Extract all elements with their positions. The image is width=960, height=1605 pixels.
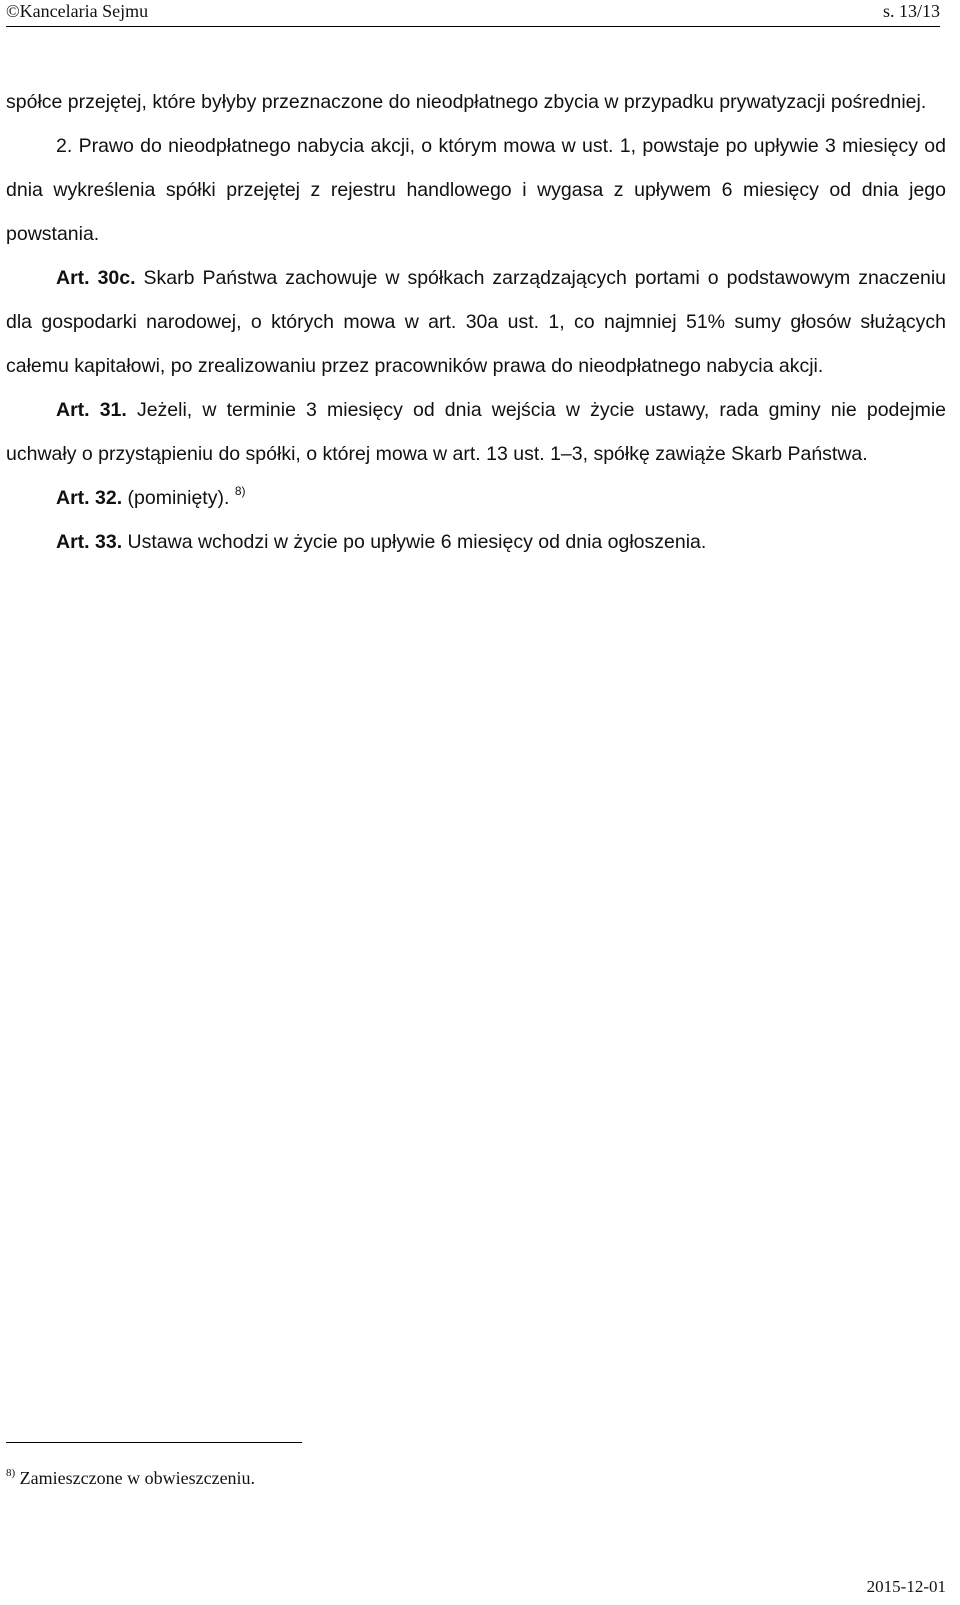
paragraph-ust-2: 2. Prawo do nieodpłatnego nabycia akcji, o którym mowa w ust. 1, powstaje po upływie 3 miesięcy od dnia wykreślenia spółki przejętej z rejestru handlowego i wygasa z upływem 6 miesięcy od dnia jego powstania. — [6, 135, 946, 245]
article-31 — [6, 388, 946, 476]
footnote-reference[interactable]: 8) — [234, 484, 246, 498]
header-copyright: ©Kancelaria Sejmu — [6, 1, 149, 21]
footnote-text: Zamieszczone w obwieszczeniu. — [15, 1468, 256, 1488]
article-30c — [6, 256, 946, 388]
article-32-text: (pominięty). — [122, 487, 230, 509]
footnote-marker: 8) — [6, 1467, 16, 1479]
article-33-text: Ustawa wchodzi w życie po upływie 6 miesięcy od dnia ogłoszenia. — [122, 531, 707, 553]
article-32-label: Art. 32. — [56, 487, 123, 509]
document-date: 2015-12-01 — [866, 1577, 946, 1596]
page-number: s. 13/13 — [882, 1, 940, 21]
article-30c-text: Skarb Państwa zachowuje w spółkach zarządzających portami o podstawowym znaczeniu dla gospodarki narodowej, o których mowa w art. 30a ust. 1, co najmniej 51% sumy głosów służących całemu kapitałowi, po zrealizowaniu przez pracowników prawa do nieodpłatnego nabycia akcji. — [6, 267, 946, 377]
article-33 — [6, 520, 946, 564]
footnote-divider — [6, 1442, 302, 1443]
article-33-label: Art. 33. — [56, 531, 123, 553]
paragraph-continuation: spółce przejętej, które byłyby przeznaczone do nieodpłatnego zbycia w przypadku prywatyzacji pośredniej. — [6, 91, 927, 113]
article-32 — [6, 476, 946, 520]
article-31-text: Jeżeli, w terminie 3 miesięcy od dnia wejścia w życie ustawy, rada gminy nie podejmie uchwały o przystąpieniu do spółki, o której mowa w art. 13 ust. 1–3, spółkę zawiąże Skarb Państwa. — [6, 399, 946, 465]
article-31-label: Art. 31. — [56, 399, 127, 421]
page-header — [6, 0, 940, 27]
article-30c-label: Art. 30c. — [56, 267, 136, 289]
footnote — [6, 1466, 255, 1490]
document-body — [6, 80, 946, 564]
